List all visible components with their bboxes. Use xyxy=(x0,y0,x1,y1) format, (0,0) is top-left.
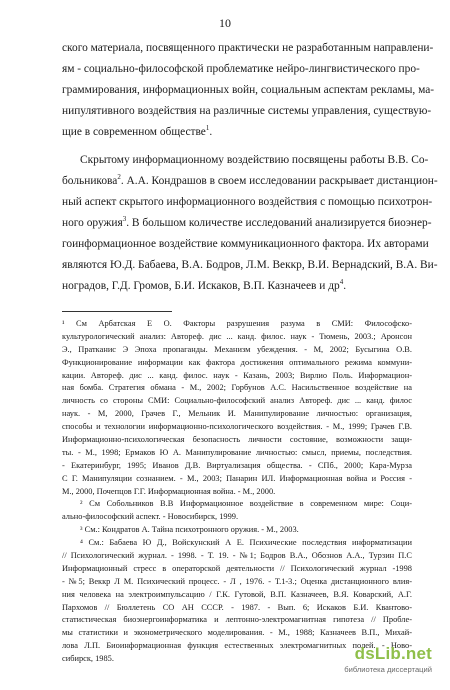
text-line-text: ям - социально-философской проблематике нейро-лингвистического про- xyxy=(62,63,420,75)
footnote-line xyxy=(62,486,412,499)
footnote-line xyxy=(62,563,412,576)
footnote-line xyxy=(62,537,412,550)
footnote-line-text: Функционирование информации как фактора достижения оптимального режима коммуни- xyxy=(62,357,412,367)
text-line-tail: . xyxy=(209,126,213,138)
text-line xyxy=(62,38,434,59)
footnotes xyxy=(62,318,412,666)
footnote-marker: 2 xyxy=(117,173,121,182)
text-line xyxy=(62,150,429,171)
text-line-text: граммирования, информационных войн, социальным аспектам рекламы, ма- xyxy=(62,84,435,96)
text-line-text: являются Ю.Д. Бабаева, В.А. Бодров, Л.М. Веккр, В.И. Вернадский, В.А. Ви- xyxy=(62,259,438,271)
text-line xyxy=(62,59,420,80)
page-number: 10 xyxy=(219,16,231,30)
footnote-line-text: ная бомба. Стратегия обмана - М., 2002; Горбунов А.С. Насильственное воздействие на xyxy=(62,383,412,393)
footnote-marker: 1 xyxy=(205,124,210,133)
footnote-line-text: Информационный стресс в операторской деятельности // Психологический журнал -1998 xyxy=(62,563,412,573)
footnote-line-text: С Г. Манипуляции сознанием. - М., 2003; Панарин ИЛ. Информационная война и Россия - xyxy=(62,473,412,483)
text-line xyxy=(62,192,433,213)
text-line xyxy=(62,101,432,122)
footnote-line xyxy=(62,614,412,627)
paragraph-gap xyxy=(62,143,412,150)
text-line-tail: . А.А. Кондрашов в своем исследовании раскрывает дистанцион- xyxy=(120,175,438,187)
footnote-line-text: ально-философский аспект. - Новосибирск, 1999. xyxy=(62,512,239,522)
footnote-line xyxy=(62,318,412,331)
footnote-line xyxy=(62,370,412,383)
footnote-separator xyxy=(62,311,172,312)
footnote-line xyxy=(62,447,412,460)
text-line xyxy=(62,234,429,255)
footnote-line xyxy=(62,550,412,563)
footnote-line xyxy=(62,524,412,537)
footnote-line-text: Э., Пратканис Э Эпоха пропаганды. Механизм убеждения. - М, 2002; Бусыгина О.В. xyxy=(62,344,412,354)
footnote-line-text: ¹ См Арбатская Е О. Факторы разрушения разума в СМИ: Философско- xyxy=(62,319,412,328)
text-line-text: ный аспект скрытого информационного воздействия с помощью психотрон- xyxy=(62,196,433,208)
footnote-line-text: М., 2000, Почепцов Г.Г. Информационная война. - М., 2000. xyxy=(62,486,276,496)
footnote-line xyxy=(62,460,412,473)
footnote-line xyxy=(62,589,412,602)
footnote-line-text: статистическая биоэнергоинформатика и лептонно-электромагнитная гипотеза // Пробле- xyxy=(62,615,412,625)
watermark[interactable] xyxy=(332,644,432,678)
text-line xyxy=(62,122,412,143)
footnote-line xyxy=(62,473,412,486)
text-line-tail: . xyxy=(343,280,347,292)
footnote-line xyxy=(62,627,412,640)
footnote-marker: 3 xyxy=(122,215,127,224)
text-line xyxy=(62,213,432,234)
footnote-line xyxy=(62,511,412,524)
footnote-line-text: способы и технологии информационно-психологического воздействия. - М., 1999; Грачев Г.В. xyxy=(62,422,412,432)
text-line-text: больникова xyxy=(62,175,118,187)
footnote-line xyxy=(62,498,412,511)
footnote-line xyxy=(62,434,412,447)
text-line-text: ного оружия xyxy=(62,217,123,229)
footnote-line-text: - Екатеринбург, 1995; Иванов Д.В. Виртуализация общества. - СПб., 2000; Кара-Мурза xyxy=(62,460,412,470)
text-line-tail: . В большом количестве исследований анализируется биоэнер- xyxy=(126,217,432,229)
text-line xyxy=(62,276,412,297)
main-text xyxy=(62,38,438,297)
footnote-line xyxy=(62,421,412,434)
footnote-line-text: // Психологический журнал. - 1998. - Т. 19. - №1; Бодров В.А., Обознов А.А., Турзин П.С xyxy=(62,551,412,561)
text-line-text: гоинформационное воздействие коммуникационного фактора. Их авторами xyxy=(62,238,429,250)
text-line xyxy=(62,80,435,101)
footnote-line-text: Пархомов // Бюллетень СО АН СССР. - 1987. - Вып. 6; Искаков Б.И. Квантово- xyxy=(62,602,412,612)
footnote-line-text: мы статистики и эконометрического моделирования. - М., 1988; Казначеев В.П., Михай- xyxy=(62,628,412,638)
footnote-line xyxy=(62,357,412,370)
footnote-line-text: ⁴ См.: Бабаева Ю Д., Войскунский А Е. Психические последствия информатизации xyxy=(80,538,412,548)
footnote-line-text: кации. Автореф. дис ... канд. филос. наук - Казань, 2003; Вирлио Поль. Информацион- xyxy=(62,370,412,380)
footnote-marker: 4 xyxy=(339,278,344,287)
text-line xyxy=(62,171,438,192)
footnote-line-text: лова Л.П. Биоинформационная функция естественных электромагнитных полей. - Ново- xyxy=(62,641,412,651)
text-line-text: нипулятивного воздействия на различные системы управления, существую- xyxy=(62,105,432,117)
footnote-line xyxy=(62,344,412,357)
footnote-line-text: ты. - М., 1998; Ермаков Ю А. Манипулирование личностью: смысл, приемы, последствия. xyxy=(62,447,412,457)
footnote-line-text: ² См Собольников В.В Информационное воздействие в современном мире: Соци- xyxy=(80,499,412,509)
footnote-line xyxy=(62,576,412,589)
text-line-text: Скрытому информационному воздействию посвящены работы В.В. Со- xyxy=(80,154,429,166)
text-line-text: ского материала, посвященного практически не разработанным направлени- xyxy=(62,42,434,54)
footnote-line xyxy=(62,331,412,344)
footnote-line xyxy=(62,408,412,421)
footnote-line xyxy=(62,602,412,615)
footnote-line-text: - №5; Веккр Л М. Психический процесс. - Л , 1976. - Т.1-3.; Оценка дистанционного влия- xyxy=(62,576,412,586)
footnote-line-text: Информационно-психологическая безопасность личности состояние, возможности защи- xyxy=(62,435,412,445)
footnote-line xyxy=(62,395,412,408)
footnote-line-text: ния человека на электроимпульсацию / Г.К. Гутовой, В.П. Казначеев, В.Я. Коварский, А.Г. xyxy=(62,589,412,599)
footnote-line-text: сибирск, 1985. xyxy=(62,654,114,664)
footnote-line-text: культурологический анализ: Автореф. дис ... канд. филос. наук - Тюмень, 2003.; Аронсон xyxy=(62,331,412,341)
text-line-text: щие в современном обществе xyxy=(62,126,206,138)
footnote-line-text: личность со стороны СМИ: Социально-философский анализ Автореф. дис ... канд. филос xyxy=(62,396,412,406)
footnote-line-text: ³ См.: Кондратов А. Тайна психотронного оружия. - М., 2003. xyxy=(80,525,299,535)
footnote-line xyxy=(62,382,412,395)
watermark-caption: библиотека диссертаций xyxy=(344,665,432,674)
footnote-line-text: наук. - М, 2000, Грачев Г., Мельник И. Манипулирование личностью: организация, xyxy=(62,409,412,419)
watermark-logo[interactable]: dsLib.net xyxy=(354,644,432,663)
text-line-text: ноградов, Г.Д. Громов, Б.И. Искаков, В.П. Казначеев и др xyxy=(62,280,340,292)
text-line xyxy=(62,255,438,276)
